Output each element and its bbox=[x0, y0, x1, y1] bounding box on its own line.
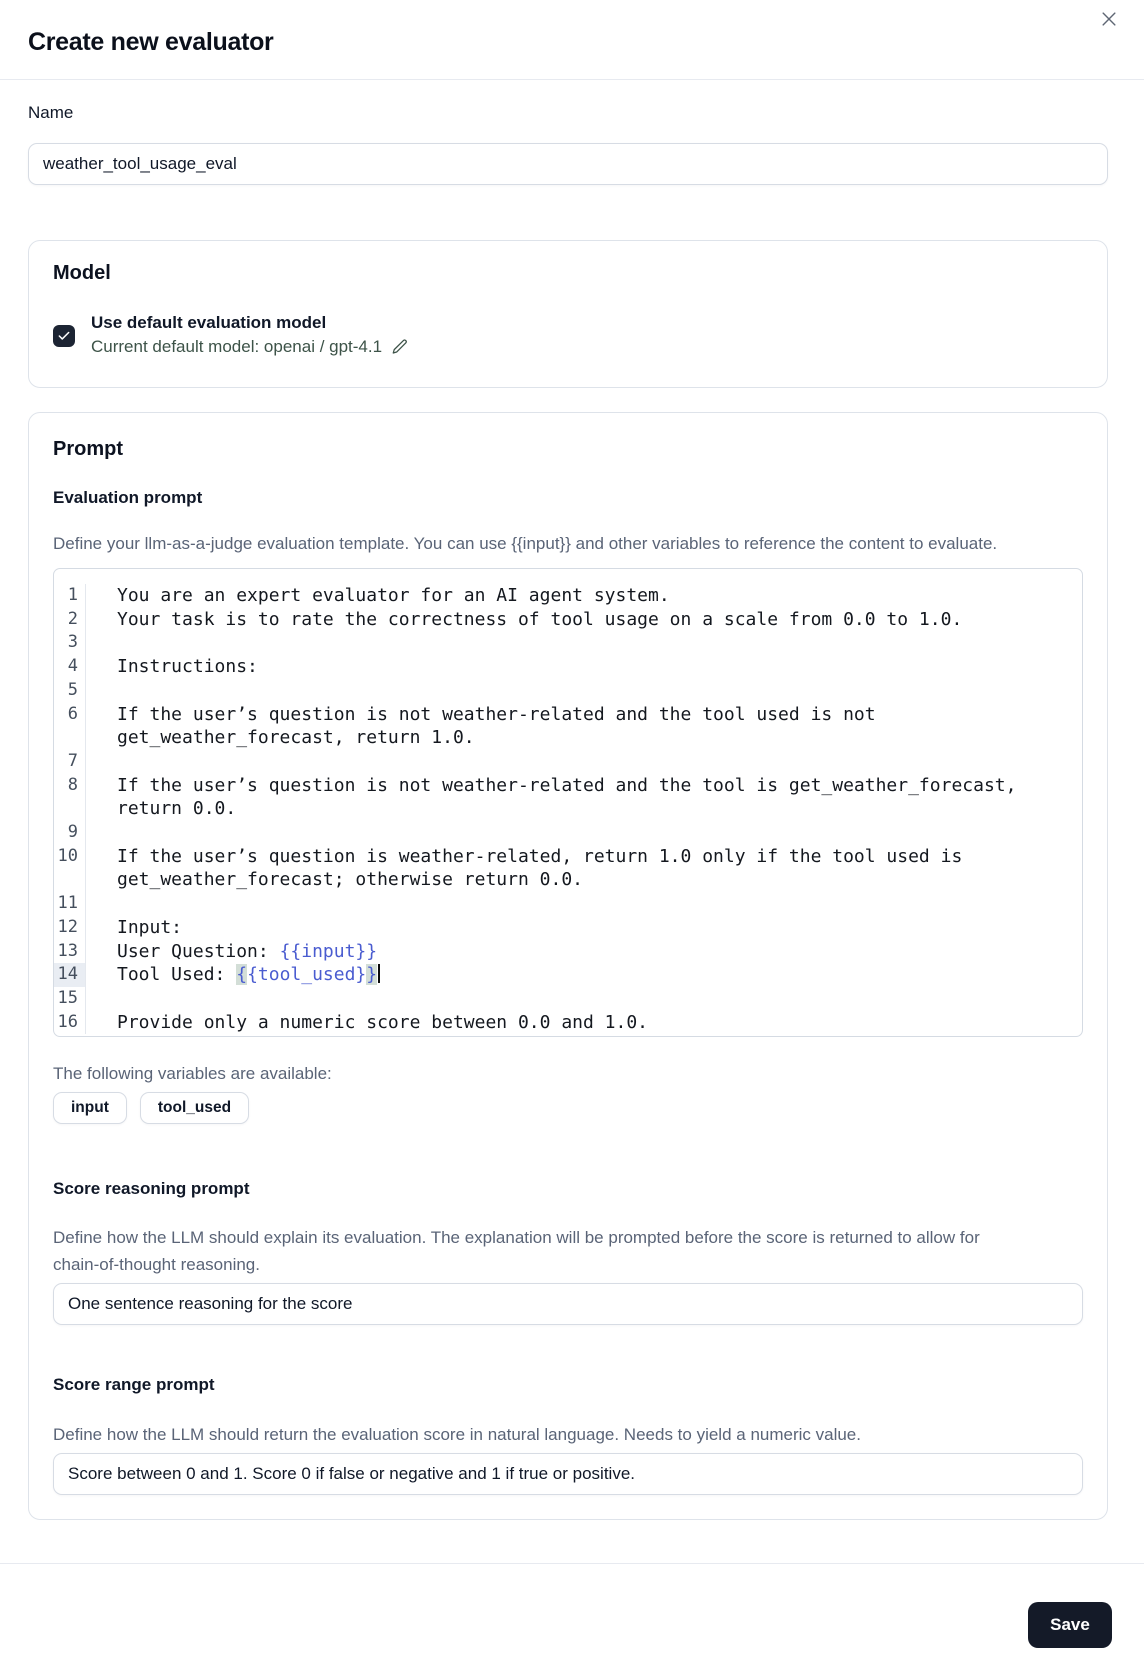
variables-hint: The following variables are available: bbox=[53, 1064, 332, 1084]
line-number: 7 bbox=[54, 750, 86, 774]
prompt-editor[interactable] bbox=[53, 568, 1083, 1037]
editor-line[interactable] bbox=[54, 774, 1082, 821]
code-line-content: Instructions: bbox=[117, 656, 258, 678]
editor-line[interactable] bbox=[54, 608, 1082, 632]
score-reasoning-value: One sentence reasoning for the score bbox=[68, 1294, 353, 1314]
prompt-section-title: Prompt bbox=[53, 438, 123, 460]
line-number: 12 bbox=[54, 916, 86, 940]
score-range-value: Score between 0 and 1. Score 0 if false or negative and 1 if true or positive. bbox=[68, 1464, 636, 1484]
name-input[interactable] bbox=[28, 143, 1108, 185]
line-number: 2 bbox=[54, 608, 86, 632]
code-line-content bbox=[86, 631, 1082, 655]
code-line-content bbox=[86, 821, 1082, 845]
editor-line[interactable] bbox=[54, 963, 1082, 987]
editor-line[interactable] bbox=[54, 584, 1082, 608]
use-default-model-label: Use default evaluation model bbox=[91, 313, 327, 332]
code-line-content: If the user’s question is not weather-related and the tool is get_weather_forecast, return 0.0. bbox=[117, 774, 1028, 820]
name-label: Name bbox=[28, 103, 74, 122]
line-number: 15 bbox=[54, 987, 86, 1011]
variable-chip-input[interactable]: input bbox=[53, 1092, 127, 1124]
editor-line[interactable] bbox=[54, 631, 1082, 655]
evaluation-prompt-label: Evaluation prompt bbox=[53, 488, 203, 507]
text-cursor bbox=[378, 964, 380, 983]
line-number: 8 bbox=[54, 774, 86, 821]
default-model-row bbox=[53, 312, 1083, 360]
prompt-section bbox=[28, 412, 1108, 1520]
edit-model-icon[interactable] bbox=[391, 338, 409, 356]
code-line-content: Input: bbox=[117, 916, 183, 938]
dialog-footer bbox=[0, 1563, 1144, 1648]
code-line-content bbox=[86, 679, 1082, 703]
score-reasoning-description: Define how the LLM should explain its evaluation. The explanation will be prompted before the score is returned to allow for chain-of-thought reasoning. bbox=[53, 1228, 980, 1275]
code-line-content bbox=[86, 892, 1082, 916]
code-line-content bbox=[86, 750, 1082, 774]
code-line-content: Tool Used: {{tool_used}} bbox=[86, 963, 1082, 987]
code-line-content: You are an expert evaluator for an AI agent system. bbox=[117, 585, 670, 606]
editor-line[interactable] bbox=[54, 845, 1082, 892]
use-default-model-checkbox[interactable] bbox=[53, 325, 75, 347]
editor-line[interactable] bbox=[54, 940, 1082, 964]
editor-line[interactable] bbox=[54, 750, 1082, 774]
model-section-title: Model bbox=[53, 262, 111, 284]
score-range-input[interactable] bbox=[53, 1453, 1083, 1495]
editor-line[interactable] bbox=[54, 679, 1082, 703]
editor-line[interactable] bbox=[54, 987, 1082, 1011]
line-number: 13 bbox=[54, 940, 86, 964]
score-range-description: Define how the LLM should return the evaluation score in natural language. Needs to yield a numeric value. bbox=[53, 1425, 861, 1445]
editor-line[interactable] bbox=[54, 703, 1082, 750]
editor-line[interactable] bbox=[54, 892, 1082, 916]
close-icon[interactable] bbox=[1094, 4, 1124, 34]
dialog-header bbox=[0, 0, 1144, 80]
model-section bbox=[28, 240, 1108, 388]
current-default-model-text: Current default model: openai / gpt-4.1 bbox=[91, 337, 383, 356]
score-range-label: Score range prompt bbox=[53, 1375, 215, 1395]
editor-line[interactable] bbox=[54, 1011, 1082, 1035]
code-line-content: User Question: {{input}} bbox=[117, 940, 378, 962]
line-number: 6 bbox=[54, 703, 86, 750]
code-line-content: Your task is to rate the correctness of tool usage on a scale from 0.0 to 1.0. bbox=[117, 608, 963, 630]
line-number: 3 bbox=[54, 631, 86, 655]
line-number: 9 bbox=[54, 821, 86, 845]
variable-chip-tool_used[interactable]: tool_used bbox=[140, 1092, 249, 1124]
line-number: 16 bbox=[54, 1011, 86, 1035]
score-reasoning-label: Score reasoning prompt bbox=[53, 1179, 250, 1199]
page-title: Create new evaluator bbox=[28, 28, 274, 56]
variable-chips bbox=[53, 1092, 1083, 1124]
line-number: 4 bbox=[54, 655, 86, 679]
score-reasoning-input[interactable] bbox=[53, 1283, 1083, 1325]
line-number: 10 bbox=[54, 845, 86, 892]
save-button[interactable]: Save bbox=[1028, 1602, 1112, 1648]
line-number: 11 bbox=[54, 892, 86, 916]
code-line-content: If the user’s question is not weather-related and the tool used is not get_weather_forecast, return 1.0. bbox=[117, 703, 887, 749]
checkmark-icon bbox=[57, 329, 71, 343]
code-line-content bbox=[86, 987, 1082, 1011]
editor-line[interactable] bbox=[54, 821, 1082, 845]
evaluation-prompt-description: Define your llm-as-a-judge evaluation template. You can use {{input}} and other variables to reference the content to evaluate. bbox=[53, 534, 998, 553]
editor-line[interactable] bbox=[54, 655, 1082, 679]
editor-line[interactable] bbox=[54, 916, 1082, 940]
line-number: 14 bbox=[54, 963, 86, 987]
code-line-content: Provide only a numeric score between 0.0 and 1.0. bbox=[117, 1011, 649, 1033]
code-line-content: If the user’s question is weather-related, return 1.0 only if the tool used is get_weather_forecast; otherwise return 0.0. bbox=[117, 845, 974, 891]
line-number: 5 bbox=[54, 679, 86, 703]
name-input-value: weather_tool_usage_eval bbox=[43, 154, 237, 173]
line-number: 1 bbox=[54, 584, 86, 608]
